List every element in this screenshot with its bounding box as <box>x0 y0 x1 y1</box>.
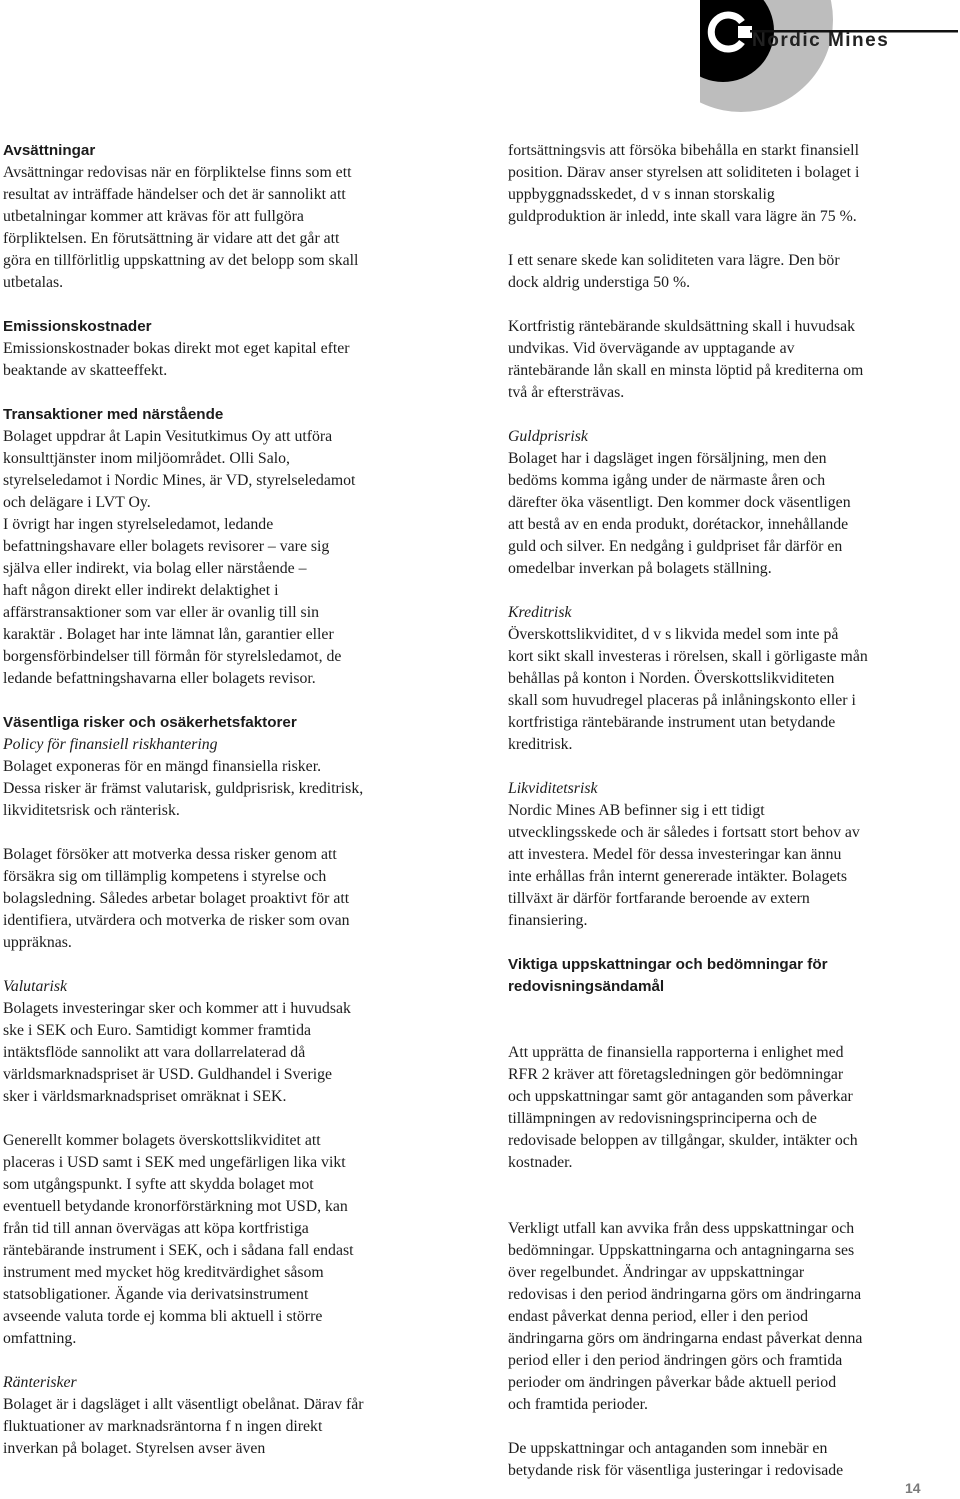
text-line: Verkligt utfall kan avvika från dess uppskattningar och <box>508 1220 855 1237</box>
text-line: Avsättningar redovisas när en förpliktelse finns som ett <box>3 164 352 181</box>
text-line: position. Därav anser styrelsen att soliditeten i bolaget i <box>508 164 860 181</box>
text-line: styrelseledamot i Nordic Mines, är VD, styrelseledamot <box>3 472 356 489</box>
text-line: Viktiga uppskattningar och bedömningar för <box>508 956 828 973</box>
paragraph-kreditrisk <box>508 624 938 756</box>
text-line: omfattning. <box>3 1330 77 1347</box>
text-line: finansiering. <box>508 912 588 929</box>
text-line: redovisas i den period ändringarna görs om ändringarna <box>508 1286 862 1303</box>
text-line: att bestå av en enda produkt, dorétackor, innehållande <box>508 516 849 533</box>
text-line: placeras i USD samt i SEK med ungefärligen lika vikt <box>3 1154 346 1171</box>
paragraph-valutarisk <box>3 998 433 1108</box>
paragraph-soliditet <box>508 140 938 228</box>
text-line: redovisade beloppen av tillgångar, skulder, intäkter och <box>508 1132 858 1149</box>
text-line: perioder om ändringen påverkar både aktuell period <box>508 1374 837 1391</box>
text-line: haft någon direkt eller indirekt delaktighet i <box>3 582 279 599</box>
brand-name: Nordic Mines <box>752 30 890 51</box>
text-line: karaktär . Bolaget har inte lämnat lån, garantier eller <box>3 626 334 643</box>
subheading-guldprisrisk: Guldprisrisk <box>508 428 588 445</box>
text-line: eventuell betydande kronorförstärkning mot USD, kan <box>3 1198 348 1215</box>
text-line: ändringarna görs om ändringarna endast påverkat denna <box>508 1330 863 1347</box>
text-line: I ett senare skede kan soliditeten vara lägre. Den bör <box>508 252 840 269</box>
text-line: uppbyggnadsskedet, d v s innan storskalig <box>508 186 775 203</box>
text-line: utvecklingsskede och är således i fortsatt stort behov av <box>508 824 860 841</box>
text-line: borgensförbindelser till förmån för styrelsledamot, de <box>3 648 342 665</box>
text-line: Dessa risker är främst valutarisk, guldprisrisk, kreditrisk, <box>3 780 364 797</box>
text-line: redovisningsändamål <box>508 978 665 995</box>
subheading-valutarisk: Valutarisk <box>3 978 68 995</box>
text-line: Bolaget uppdrar åt Lapin Vesitutkimus Oy att utföra <box>3 428 333 445</box>
text-line: behållas på konton i Norden. Överskottslikviditeten <box>508 670 835 687</box>
text-line: skall som huvudregel placeras på inlåningskonto eller i <box>508 692 856 709</box>
text-line: och uppskattningar samt gör antaganden som påverkar <box>508 1088 853 1105</box>
text-line: Bolagets investeringar sker och kommer att i huvudsak <box>3 1000 351 1017</box>
text-line: I övrigt har ingen styrelseledamot, ledande <box>3 516 274 533</box>
text-line: Generellt kommer bolagets överskottslikviditet att <box>3 1132 321 1149</box>
paragraph-guldprisrisk <box>508 448 938 580</box>
text-line: utbetalningar kommer att krävas för att fullgöra <box>3 208 304 225</box>
text-line: utbetalas. <box>3 274 64 291</box>
text-line: fluktuationer av marknadsräntorna f n ingen direkt <box>3 1418 323 1435</box>
paragraph-likviditet-placering <box>3 1130 433 1350</box>
left-column <box>3 140 433 1460</box>
section-heading-emissionskostnader: Emissionskostnader <box>3 318 152 335</box>
text-line: dock aldrig understiga 50 %. <box>508 274 691 291</box>
text-line: likviditetsrisk och ränterisk. <box>3 802 180 819</box>
text-line: som utgångspunkt. I syfte att skydda bolaget mot <box>3 1176 314 1193</box>
text-line: statsobligationer. Ägande via derivatsinstrument <box>3 1286 309 1303</box>
paragraph-transaktioner <box>3 426 433 690</box>
text-line: över regelbundet. Ändringar av uppskattningar <box>508 1264 805 1281</box>
text-line: kort sikt skall investeras i rörelsen, skall i görligaste mån <box>508 648 868 665</box>
text-line: att investera. Medel för dessa investeringar kan ännu <box>508 846 842 863</box>
subheading-kreditrisk: Kreditrisk <box>508 604 572 621</box>
text-line: Kortfristig räntebärande skuldsättning skall i huvudsak <box>508 318 856 335</box>
text-line: tillämpningen av redovisningsprinciperna och de <box>508 1110 817 1127</box>
text-line: själva eller indirekt, via bolag eller närstående – <box>3 560 307 577</box>
text-line: Bolaget har i dagsläget ingen försäljning, men den <box>508 450 827 467</box>
text-line: guld och silver. En nedgång i guldpriset får därför en <box>508 538 843 555</box>
text-line: undvikas. Vid övervägande av upptagande av <box>508 340 795 357</box>
text-line: tillväxt är därför fortfarande beroende av extern <box>508 890 810 907</box>
section-heading-avsattningar: Avsättningar <box>3 142 96 159</box>
text-line: omedelbar inverkan på bolagets ställning. <box>508 560 772 577</box>
text-line: räntebärande instrument i SEK, och i sådana fall endast <box>3 1242 354 1259</box>
paragraph-kortfristig <box>508 316 938 404</box>
text-line: inverkan på bolaget. Styrelsen avser även <box>3 1440 266 1457</box>
text-line: göra en tillförlitlig uppskattning av det belopp som skall <box>3 252 359 269</box>
section-heading-viktiga-uppskattningar <box>508 954 938 998</box>
text-line: RFR 2 kräver att företagsledningen gör bedömningar <box>508 1066 844 1083</box>
text-line: räntebärande lån skall en minsta löptid på krediterna om <box>508 362 864 379</box>
paragraph-likviditetsrisk <box>508 800 938 932</box>
text-line: från tid till annan övervägas att köpa kortfristiga <box>3 1220 309 1237</box>
section-heading-risker: Väsentliga risker och osäkerhetsfaktorer <box>3 714 297 731</box>
text-line: Nordic Mines AB befinner sig i ett tidigt <box>508 802 765 819</box>
text-line: inte erhållas från internt genererade intäkter. Bolagets <box>508 868 848 885</box>
text-line: två år eftersträvas. <box>508 384 625 401</box>
text-line: intäktsflöde sannolikt att vara dollarrelaterad då <box>3 1044 306 1061</box>
text-line: uppräknas. <box>3 934 72 951</box>
text-line: kreditrisk. <box>508 736 573 753</box>
nordic-mines-logo <box>700 0 960 120</box>
text-line: ledande befattningshavarna eller bolagets revisor. <box>3 670 316 687</box>
text-line: Bolaget är i dagsläget i allt väsentligt obelånat. Därav får <box>3 1396 364 1413</box>
text-line: instrument med mycket hög kreditvärdighet såsom <box>3 1264 324 1281</box>
paragraph-verkligt-utfall <box>508 1218 938 1416</box>
section-heading-transaktioner: Transaktioner med närstående <box>3 406 224 423</box>
text-line: Bolaget exponeras för en mängd finansiella risker. <box>3 758 322 775</box>
text-line: avseende valuta torde ej komma bli aktuell i större <box>3 1308 323 1325</box>
text-line: affärstransaktioner som var eller är ovanlig till sin <box>3 604 319 621</box>
text-line: Emissionskostnader bokas direkt mot eget kapital efter <box>3 340 350 357</box>
text-line: ske i SEK och Euro. Samtidigt kommer framtida <box>3 1022 311 1039</box>
paragraph-antaganden <box>508 1438 938 1482</box>
text-line: fortsättningsvis att försöka bibehålla en starkt finansiell <box>508 142 859 159</box>
text-line: befattningshavare eller bolagets revisorer – vare sig <box>3 538 330 555</box>
text-line: identifiera, utvärdera och motverka de risker som ovan <box>3 912 350 929</box>
text-line: De uppskattningar och antaganden som innebär en <box>508 1440 828 1457</box>
paragraph-ranterisker <box>3 1394 433 1460</box>
text-line: kortfristiga räntebärande instrument utan betydande <box>508 714 836 731</box>
subheading-ranterisker: Ränterisker <box>3 1374 77 1391</box>
right-column <box>508 140 938 1482</box>
text-line: bedömningar. Uppskattningarna och antagningarna ses <box>508 1242 855 1259</box>
paragraph-risker <box>3 756 433 822</box>
text-line: och delägare i LVT Oy. <box>3 494 151 511</box>
text-line: beaktande av skatteeffekt. <box>3 362 168 379</box>
text-line: bedöms komma igång under de närmaste åren och <box>508 472 826 489</box>
text-line: bolagsledning. Således arbetar bolaget proaktivt för att <box>3 890 350 907</box>
text-line: Överskottslikviditet, d v s likvida medel som inte på <box>508 626 839 643</box>
paragraph-avsattningar <box>3 162 433 294</box>
text-line: sker i världsmarknadspriset omräknat i SEK. <box>3 1088 287 1105</box>
paragraph-emissionskostnader <box>3 338 433 382</box>
text-line: Bolaget försöker att motverka dessa risker genom att <box>3 846 337 863</box>
page-number: 14 <box>905 1480 921 1496</box>
paragraph-uppratta <box>508 1042 938 1174</box>
text-line: kostnader. <box>508 1154 573 1171</box>
text-line: endast påverkat denna period, eller i den period <box>508 1308 809 1325</box>
paragraph-soliditet-senare <box>508 250 938 294</box>
text-line: förpliktelsen. En förutsättning är vidare att det går att <box>3 230 340 247</box>
text-line: Att upprätta de finansiella rapporterna i enlighet med <box>508 1044 844 1061</box>
text-line: försäkra sig om tillämplig kompetens i styrelse och <box>3 868 327 885</box>
text-line: resultat av inträffade händelser och det är sannolikt att <box>3 186 346 203</box>
text-line: guldproduktion är inledd, inte skall vara lägre än 75 %. <box>508 208 857 225</box>
text-line: världsmarknadspriset är USD. Guldhandel i Sverige <box>3 1066 333 1083</box>
text-line: betydande risk för väsentliga justeringar i redovisade <box>508 1462 844 1479</box>
subheading-likviditetsrisk: Likviditetsrisk <box>508 780 598 797</box>
paragraph-motverka <box>3 844 433 954</box>
text-line: därefter öka väsentligt. Den kommer dock väsentligen <box>508 494 851 511</box>
text-line: period eller i den period ändringen görs och framtida <box>508 1352 843 1369</box>
subheading-policy: Policy för finansiell riskhantering <box>3 736 218 753</box>
text-line: konsulttjänster inom miljöområdet. Olli Salo, <box>3 450 290 467</box>
text-line: och framtida perioder. <box>508 1396 648 1413</box>
